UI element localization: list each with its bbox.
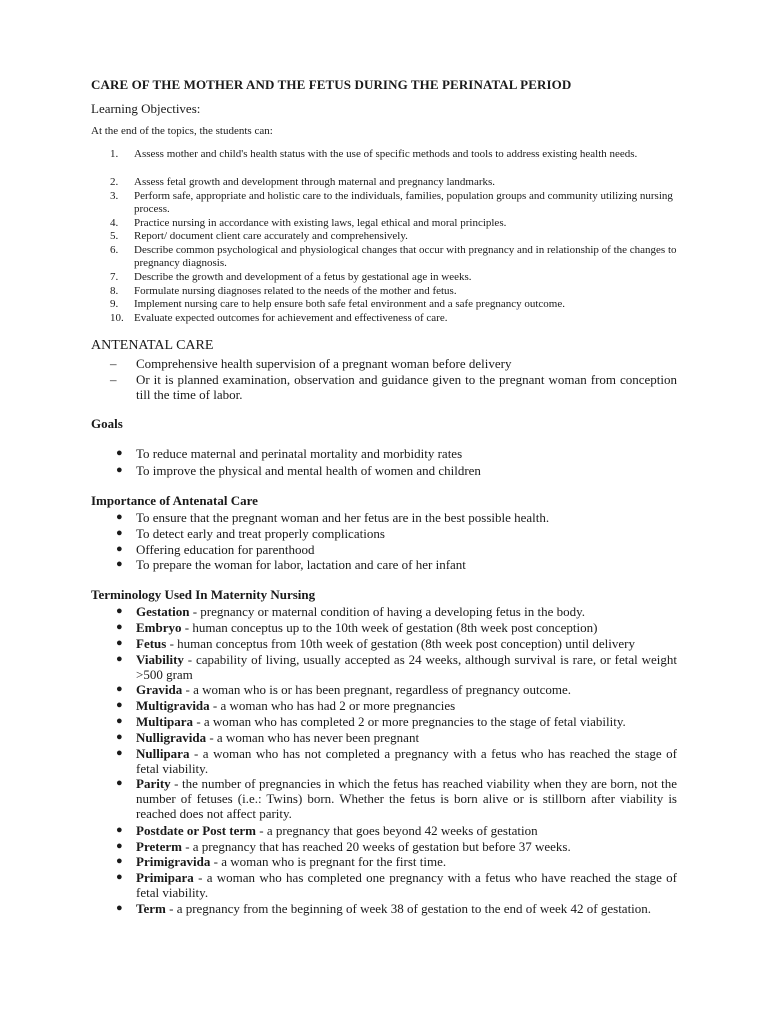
term-definition: - a pregnancy that goes beyond 42 weeks of gestation [255, 823, 538, 838]
term-name: Nullipara [136, 746, 190, 761]
objective-text: Implement nursing care to help ensure both safe fetal environment and a safe pregnancy outcome. [134, 298, 565, 310]
goal-text: To reduce maternal and perinatal mortality and morbidity rates [136, 446, 463, 461]
bullet-icon: ● [116, 902, 123, 914]
bullet-icon: ● [116, 824, 123, 836]
term-name: Multigravida [136, 698, 210, 713]
term-name: Parity [136, 776, 171, 791]
objective-text: Describe the growth and development of a fetus by gestational age in weeks. [134, 271, 472, 283]
bullet-icon: ● [116, 731, 123, 743]
objective-text: Practice nursing in accordance with existing laws, legal ethical and moral principles. [134, 217, 507, 229]
term-name: Gravida [136, 682, 183, 697]
term-definition: - a woman who is or has been pregnant, regardless of pregnancy outcome. [182, 682, 572, 697]
term-definition: - a woman who has completed one pregnancy with a fetus who have reached the stage of fetal viability. [136, 870, 677, 900]
bullet-icon: ● [116, 464, 123, 476]
terminology-heading: Terminology Used In Maternity Nursing [91, 587, 316, 602]
term-definition: - a woman who has completed 2 or more pregnancies to the stage of fetal viability. [193, 714, 626, 729]
document-title: CARE OF THE MOTHER AND THE FETUS DURING THE PERINATAL PERIOD [91, 77, 572, 92]
term-definition: - capability of living, usually accepted as 24 weeks, although survival is rare, or fetal weight >500 gram [136, 652, 677, 682]
bullet-icon: ● [116, 871, 123, 883]
objective-number: 9. [110, 298, 119, 310]
term-definition: - a woman who is pregnant for the first time. [210, 854, 447, 869]
term-name: Postdate or Post term [136, 823, 256, 838]
term-definition: - human conceptus from 10th week of gestation (8th week post conception) until delivery [166, 636, 635, 651]
objective-number: 1. [110, 148, 119, 160]
term-definition: - a woman who has not completed a pregnancy with a fetus who has reached the stage of fetal viability. [136, 746, 677, 776]
antenatal-care-heading: ANTENATAL CARE [91, 338, 214, 353]
term-definition: - the number of pregnancies in which the fetus has reached viability when they are born, not the number of fetuses (i.e.: Twins) born. Whether the fetus is born alive or is stillborn after viability is reached does not affect parity. [136, 776, 677, 821]
importance-text: To prepare the woman for labor, lactation and care of her infant [136, 557, 466, 572]
dash-marker: – [110, 372, 117, 387]
term-name: Fetus [136, 636, 167, 651]
objectives-intro: At the end of the topics, the students can: [91, 125, 273, 137]
importance-text: To detect early and treat properly complications [136, 526, 385, 541]
objective-number: 2. [110, 176, 119, 188]
objective-text: Formulate nursing diagnoses related to the needs of the mother and fetus. [134, 285, 457, 297]
antenatal-point-text: Comprehensive health supervision of a pregnant woman before delivery [136, 356, 512, 371]
bullet-icon: ● [116, 621, 123, 633]
bullet-icon: ● [116, 699, 123, 711]
learning-objectives-heading: Learning Objectives: [91, 101, 201, 116]
bullet-icon: ● [116, 777, 123, 789]
objective-text: Assess fetal growth and development through maternal and pregnancy landmarks. [134, 176, 496, 188]
bullet-icon: ● [116, 447, 123, 459]
bullet-icon: ● [116, 527, 123, 539]
importance-text: To ensure that the pregnant woman and her fetus are in the best possible health. [136, 510, 550, 525]
objective-number: 8. [110, 285, 119, 297]
bullet-icon: ● [116, 637, 123, 649]
objective-number: 6. [110, 244, 119, 256]
objective-number: 4. [110, 217, 119, 229]
term-definition: - a pregnancy that has reached 20 weeks of gestation but before 37 weeks. [181, 839, 571, 854]
objective-text: Evaluate expected outcomes for achievement and effectiveness of care. [134, 312, 448, 324]
term-name: Preterm [136, 839, 182, 854]
bullet-icon: ● [116, 543, 123, 555]
objective-text: Assess mother and child's health status with the use of specific methods and tools to address existing health needs. [134, 148, 638, 160]
bullet-icon: ● [116, 558, 123, 570]
bullet-icon: ● [116, 855, 123, 867]
goals-heading: Goals [91, 416, 123, 431]
objective-number: 3. [110, 190, 119, 202]
bullet-icon: ● [116, 715, 123, 727]
objective-text: Report/ document client care accurately and comprehensively. [134, 230, 408, 242]
bullet-icon: ● [116, 653, 123, 665]
term-name: Nulligravida [136, 730, 207, 745]
importance-text: Offering education for parenthood [136, 542, 315, 557]
term-definition: - human conceptus up to the 10th week of gestation (8th week post conception) [181, 620, 598, 635]
objective-text: Describe common psychological and physiological changes that occur with pregnancy and in relationship of the changes to pregnancy diagnosis. [134, 244, 677, 269]
term-name: Primigravida [136, 854, 211, 869]
goal-text: To improve the physical and mental health of women and children [136, 463, 481, 478]
term-name: Multipara [136, 714, 194, 729]
objective-number: 5. [110, 230, 119, 242]
term-name: Term [136, 901, 166, 916]
bullet-icon: ● [116, 747, 123, 759]
bullet-icon: ● [116, 683, 123, 695]
term-name: Viability [136, 652, 184, 667]
importance-heading: Importance of Antenatal Care [91, 493, 258, 508]
term-name: Embryo [136, 620, 182, 635]
objective-text: Perform safe, appropriate and holistic care to the individuals, families, population groups and community utilizing nursing process. [134, 190, 673, 215]
term-definition: - a woman who has never been pregnant [206, 730, 420, 745]
antenatal-point-text: Or it is planned examination, observation and guidance given to the pregnant woman from conception till the time of labor. [136, 372, 677, 402]
term-definition: - a woman who has had 2 or more pregnancies [209, 698, 456, 713]
term-name: Gestation [136, 604, 190, 619]
dash-marker: – [110, 356, 117, 371]
term-name: Primipara [136, 870, 194, 885]
bullet-icon: ● [116, 605, 123, 617]
bullet-icon: ● [116, 511, 123, 523]
term-definition: - pregnancy or maternal condition of having a developing fetus in the body. [189, 604, 585, 619]
objective-number: 10. [110, 312, 124, 324]
bullet-icon: ● [116, 840, 123, 852]
term-definition: - a pregnancy from the beginning of week 38 of gestation to the end of week 42 of gestation. [165, 901, 652, 916]
objective-number: 7. [110, 271, 119, 283]
